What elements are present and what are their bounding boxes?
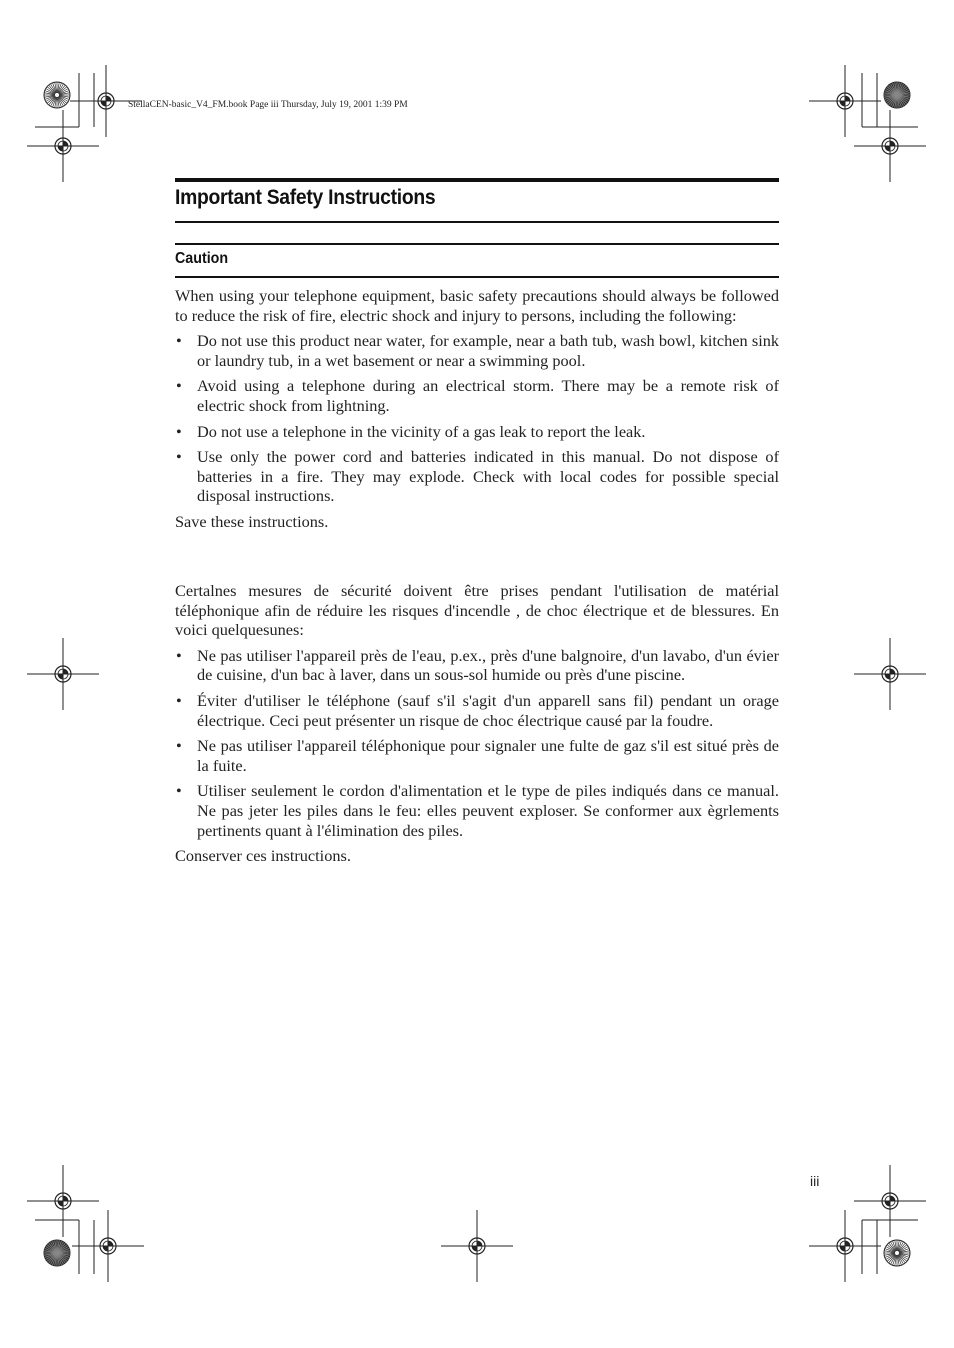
french-closing: Conserver ces instructions. [175, 846, 351, 866]
crosshair-registration-icon [854, 638, 926, 710]
crosshair-registration-icon [854, 1165, 926, 1237]
crosshair-registration-icon [27, 110, 99, 182]
starburst-calibration-icon [884, 1240, 910, 1266]
crosshair-registration-icon [809, 65, 881, 137]
english-instructions [175, 286, 779, 532]
section-top-rule [175, 243, 779, 245]
english-intro: When using your telephone equipment, basic safety precautions should always be followed to reduce the risk of fire, electric shock and injury to persons, including the following: [175, 286, 779, 325]
bullet-icon: • [176, 447, 182, 467]
bullet-icon: • [176, 781, 182, 801]
list-item: • Éviter d'utiliser le téléphone (sauf s'il s'agit d'un apparell sans fil) pendant un orage électrique. Ceci peut présenter un risque de choc électrique causé par la foudre. [176, 690, 779, 730]
title-bottom-rule [175, 221, 779, 223]
crosshair-registration-icon [854, 110, 926, 182]
list-item: • Ne pas utiliser l'appareil téléphonique pour signaler une fulte de gaz s'il est situé près de la fuite. [176, 736, 779, 775]
list-item: • Ne pas utiliser l'appareil près de l'eau, p.ex., près d'une balgnoire, d'un lavabo, d'un évier de cuisine, d'un bac à laver, dans un sous-sol humide ou près d'une piscine. [176, 645, 779, 685]
crosshair-registration-icon [27, 638, 99, 710]
starburst-calibration-icon [44, 1240, 70, 1266]
bullet-icon: • [176, 736, 182, 756]
title-top-rule [175, 178, 779, 182]
page-number: iii [810, 1173, 820, 1189]
crosshair-registration-icon [441, 1210, 513, 1282]
list-item: • Avoid using a telephone during an electrical storm. There may be a remote risk of electric shock from lightning. [176, 376, 779, 415]
section-bottom-rule [175, 276, 779, 278]
print-header-info: StellaCEN-basic_V4_FM.book Page iii Thursday, July 19, 2001 1:39 PM [128, 100, 408, 110]
section-title: Caution [175, 250, 229, 267]
list-item: • Do not use this product near water, for example, near a bath tub, wash bowl, kitchen sink or laundry tub, in a wet basement or near a swimming pool. [176, 331, 779, 370]
bullet-icon: • [176, 331, 182, 351]
crosshair-registration-icon [809, 1210, 881, 1282]
crosshair-registration-icon [27, 1165, 99, 1237]
english-closing: Save these instructions. [175, 511, 329, 531]
french-bullet-list [175, 646, 779, 840]
bullet-icon: • [176, 421, 182, 441]
list-item: • Use only the power cord and batteries indicated in this manual. Do not dispose of batteries in a fire. They may explode. Check with local codes for possible special disposal instructions. [176, 447, 779, 506]
bullet-icon: • [176, 376, 182, 396]
list-item: • Utiliser seulement le cordon d'alimentation et le type de piles indiqués dans ce manual. Ne pas jeter les piles dans le feu: elles peuvent exploser. Se conformer aux ègrlements pertinents quant à l'élimination des piles. [176, 781, 779, 840]
french-intro: Certalnes mesures de sécurité doivent être prises pendant l'utilisation de matérial téléphonique afin de réduire les risques d'incendle , de choc électrique et de blessures. En voici quelquesunes: [175, 581, 779, 640]
bullet-icon: • [176, 645, 182, 665]
bullet-icon: • [176, 690, 182, 710]
starburst-calibration-icon [44, 82, 70, 108]
list-item: • Do not use a telephone in the vicinity of a gas leak to report the leak. [176, 421, 646, 441]
crosshair-registration-icon [72, 1210, 144, 1282]
page-title: Important Safety Instructions [175, 186, 436, 209]
english-bullet-list [175, 331, 779, 506]
french-instructions [175, 581, 779, 866]
starburst-calibration-icon [884, 82, 910, 108]
